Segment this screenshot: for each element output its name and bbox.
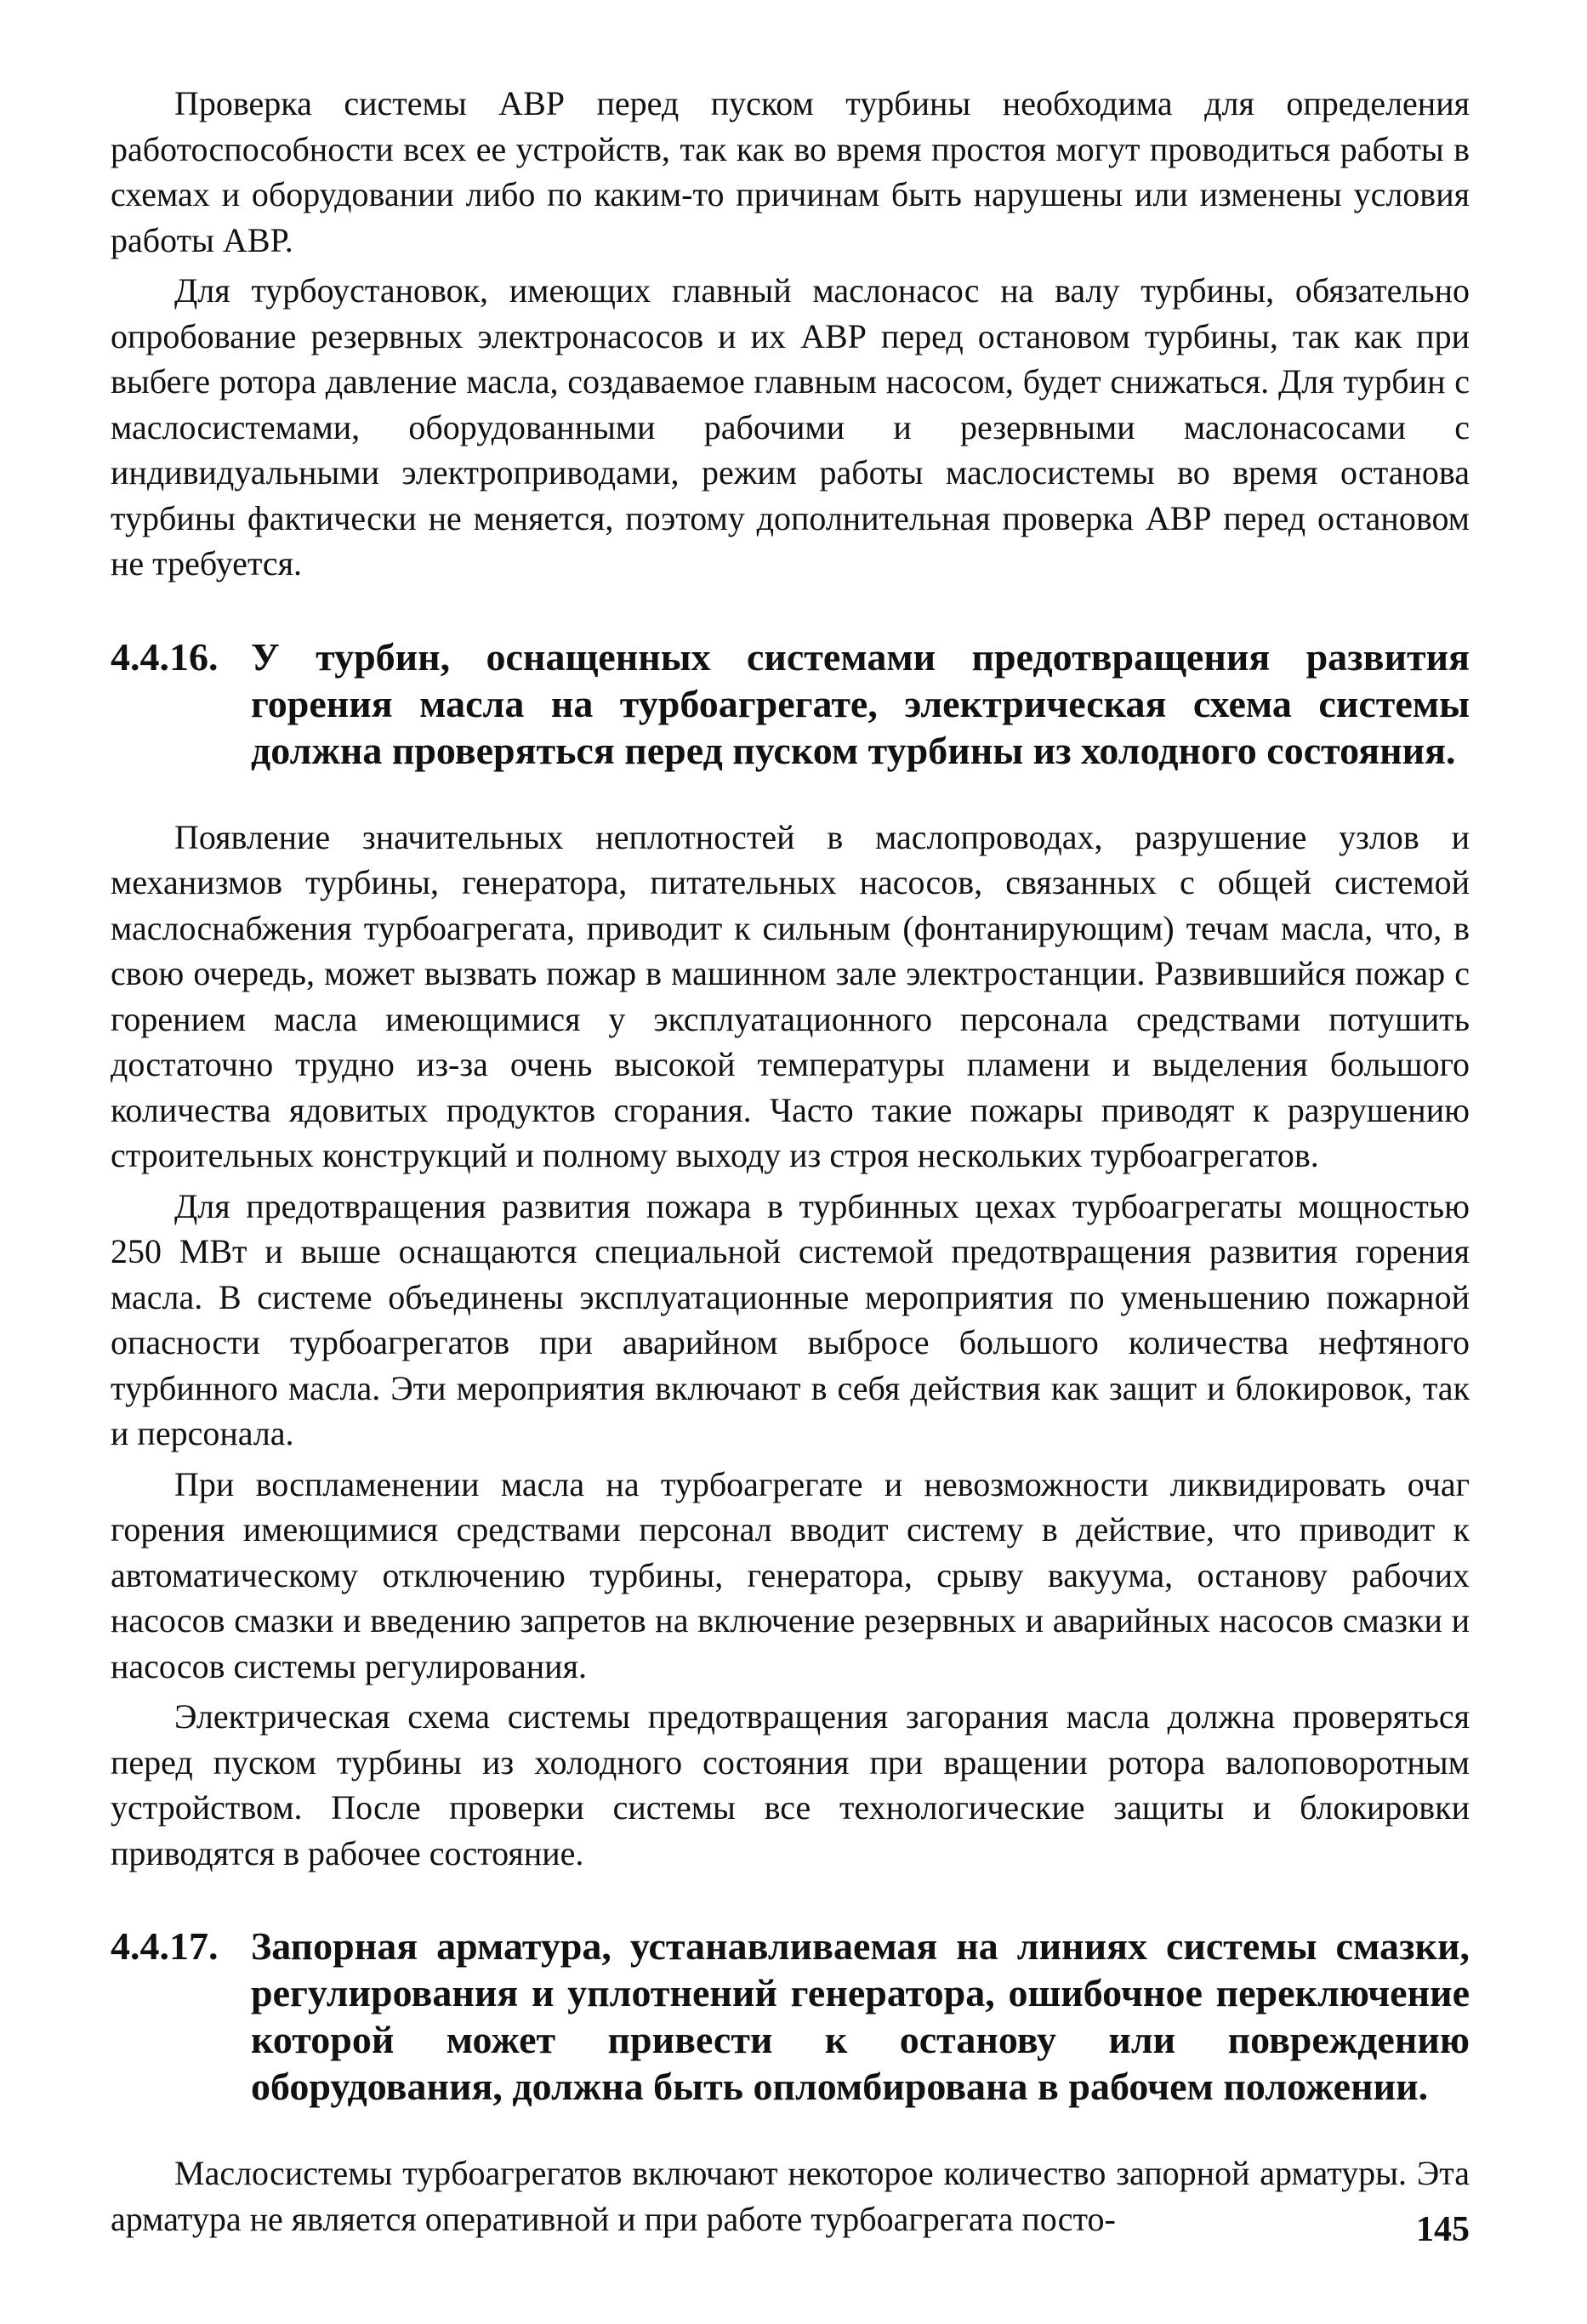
- section-heading-4-4-17: [111, 1923, 1470, 2110]
- paragraph: При воспламенении масла на турбоагрегате и невозможности ликвидировать очаг горения имеющимися средствами персонал вводит систему в действие, что приводит к автоматическому отключению турбины, генератора, срыву вакуума, останову рабочих насосов смазки и введению запретов на включение резервных и аварийных насосов смазки и насосов системы регулирования.: [111, 1464, 1470, 1685]
- page-content: [111, 81, 1470, 2242]
- section-title: У турбин, оснащенных системами предотвращения развития горения масла на турбоагрегате, электрическая схема системы должна проверяться перед пуском турбины из холодного состояния.: [251, 634, 1470, 772]
- section-title: Запорная арматура, устанавливаемая на линиях системы смазки, регулирования и уплотнений генератора, ошибочное переключение которой может привести к останову или повреждению оборудования, должна быть опломбирована в рабочем положении.: [251, 1924, 1470, 2108]
- page-number: 145: [1416, 2210, 1470, 2249]
- paragraph: Маслосистемы турбоагрегатов включают некоторое количество запорной арматуры. Эта арматура не является оперативной и при работе турбоагрегата посто-: [111, 2154, 1470, 2238]
- paragraph: Появление значительных неплотностей в маслопроводах, разрушение узлов и механизмов турбины, генератора, питательных насосов, связанных с общей системой маслоснабжения турбоагрегата, приводит к сильным (фонтанирующим) течам масла, что, в свою очередь, может вызвать пожар в машинном зале электростанции. Развившийся пожар с горением масла имеющимися у эксплуатационного персонала средствами потушить достаточно трудно из-за очень высокой температуры пламени и выделения большого количества ядовитых продуктов сгорания. Часто такие пожары приводят к разрушению строительных конструкций и полному выходу из строя нескольких турбоагрегатов.: [111, 817, 1470, 1174]
- section-number: 4.4.17.: [111, 1924, 219, 1968]
- paragraph: Для предотвращения развития пожара в турбинных цехах турбоагрегаты мощностью 250 МВт и выше оснащаются специальной системой предотвращения развития горения масла. В системе объединены эксплуатационные мероприятия по уменьшению пожарной опасности турбоагрегатов при аварийном выбросе большого количества нефтяного турбинного масла. Эти мероприятия включают в себя действия как защит и блокировок, так и персонала.: [111, 1186, 1470, 1452]
- section-heading-4-4-16: [111, 634, 1470, 774]
- paragraph: Электрическая схема системы предотвращения загорания масла должна проверяться перед пуском турбины из холодного состояния при вращении ротора валоповоротным устройством. После проверки системы все технологические защиты и блокировки приводятся в рабочее состояние.: [111, 1697, 1470, 1872]
- paragraph: Для турбоустановок, имеющих главный маслонасос на валу турбины, обязательно опробование резервных электронасосов и их АВР перед остановом турбины, так как при выбеге ротора давление масла, создаваемое главным насосом, будет снижаться. Для турбин с маслосистемами, оборудованными рабочими и резервными маслонасосами с индивидуальными электроприводами, режим работы маслосистемы во время останова турбины фактически не меняется, поэтому дополнительная проверка АВР перед остановом не требуется.: [111, 271, 1470, 582]
- section-number: 4.4.16.: [111, 634, 219, 679]
- paragraph: Проверка системы АВР перед пуском турбины необходима для определения работоспособности всех ее устройств, так как во время простоя могут проводиться работы в схемах и оборудовании либо по каким-то причинам быть нарушены или изменены условия работы АВР.: [111, 84, 1470, 259]
